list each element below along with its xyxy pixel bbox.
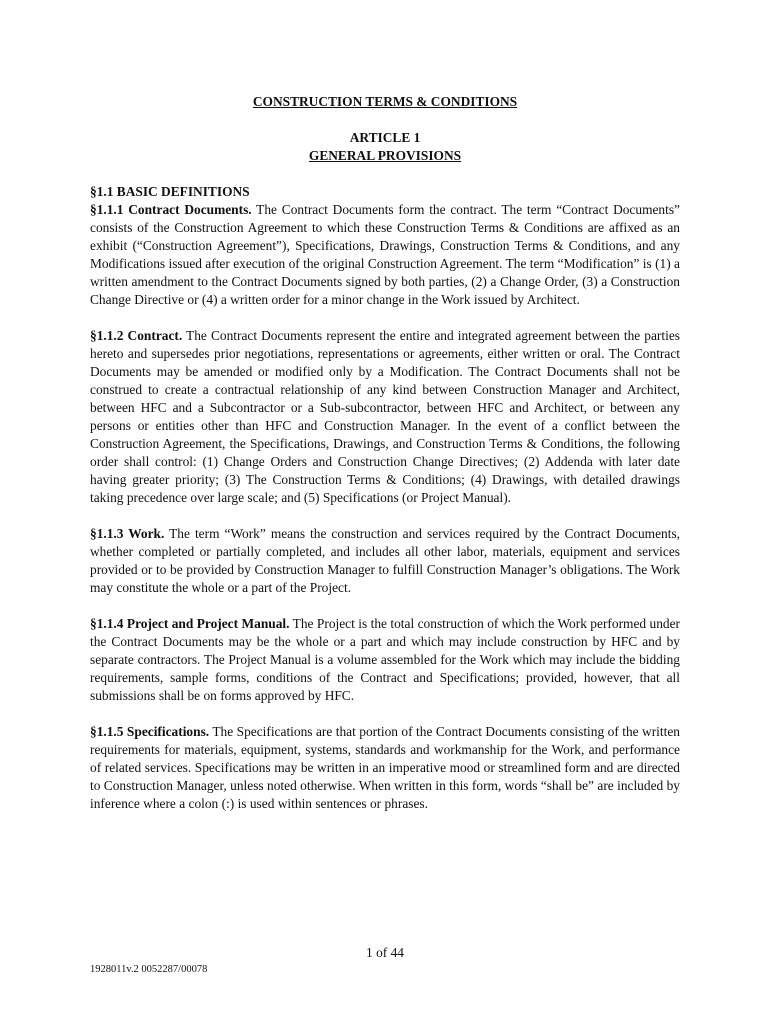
paragraph-text: The Contract Documents represent the entire and integrated agreement between the parties hereto and supersedes prior negotiations, representations or agreements, either written or oral. The Contract Documents may be amended or modified only by a Modification. The Contract Documents shall not be construed to create a contractual relationship of any kind between Construction Manager and Architect, between HFC and a Subcontractor or a Sub-subcontractor, between HFC and Architect, or between any persons or entities other than HFC and Construction Manager. In the event of a conflict between the Construction Agreement, the Specifications, Drawings, and Construction Terms & Conditions, the following order shall control: (1) Change Orders and Construction Change Directives; (2) Addenda with later date having greater priority; (3) The Construction Terms & Conditions; (4) Drawings, with detailed drawings taking precedence over large scale; and (5) Specifications (or Project Manual). (90, 328, 680, 505)
document-id: 1928011v.2 0052287/00078 (90, 964, 208, 975)
paragraph-heading: §1.1.2 Contract. (90, 328, 183, 343)
paragraph-text: The Project is the total construction of which the Work performed under the Contract Documents may be the whole or a part and which may include construction by HFC and by separate contractors. The Project Manual is a volume assembled for the Work which may include the bidding requirements, sample forms, conditions of the Contract and Specifications; provided, however, that all submissions shall be on forms approved by HFC. (90, 616, 680, 703)
paragraph-text: The term “Work” means the construction and services required by the Contract Documents, whether completed or partially completed, and includes all other labor, materials, equipment and services provided or to be provided by Construction Manager to fulfill Construction Manager’s obligations. The Work may constitute the whole or a part of the Project. (90, 526, 681, 595)
paragraph-heading: §1.1.3 Work. (90, 526, 165, 541)
paragraph-1-1-1 (90, 201, 680, 309)
paragraph-1-1-4 (90, 615, 680, 705)
paragraph-1-1-3 (90, 525, 680, 597)
paragraph-heading: §1.1.4 Project and Project Manual. (90, 616, 290, 631)
paragraph-heading: §1.1.5 Specifications. (90, 724, 210, 739)
paragraph-text: The Specifications are that portion of the Contract Documents consisting of the written requirements for materials, equipment, systems, standards and workmanship for the Work, and performance of related services. Specifications may be written in an imperative mood or streamlined form and are directed to Construction Manager, unless noted otherwise. When written in this form, words “shall be” are included by inference where a colon (:) is used within sentences or phrases. (90, 724, 680, 811)
article-heading (90, 129, 680, 165)
paragraph-text: The Contract Documents form the contract. The term “Contract Documents” consists of the Construction Agreement to which these Construction Terms & Conditions are affixed as an exhibit (“Construction Agreement”), Specifications, Drawings, Construction Terms & Conditions, and any Modifications issued after execution of the original Construction Agreement. The term “Modification” is (1) a written amendment to the Contract Documents signed by both parties, (2) a Change Order, (3) a Construction Change Directive or (4) a written order for a minor change in the Work issued by Architect. (90, 202, 680, 307)
paragraph-1-1-2 (90, 327, 680, 507)
article-number: ARTICLE 1 (349, 130, 421, 145)
article-title: GENERAL PROVISIONS (308, 148, 462, 163)
paragraph-heading: §1.1.1 Contract Documents. (90, 202, 252, 217)
paragraph-1-1-5 (90, 723, 680, 813)
document-body (90, 93, 680, 831)
section-heading: §1.1 BASIC DEFINITIONS (90, 184, 250, 199)
document-title: CONSTRUCTION TERMS & CONDITIONS (252, 94, 518, 109)
page-number: 1 of 44 (366, 945, 404, 960)
